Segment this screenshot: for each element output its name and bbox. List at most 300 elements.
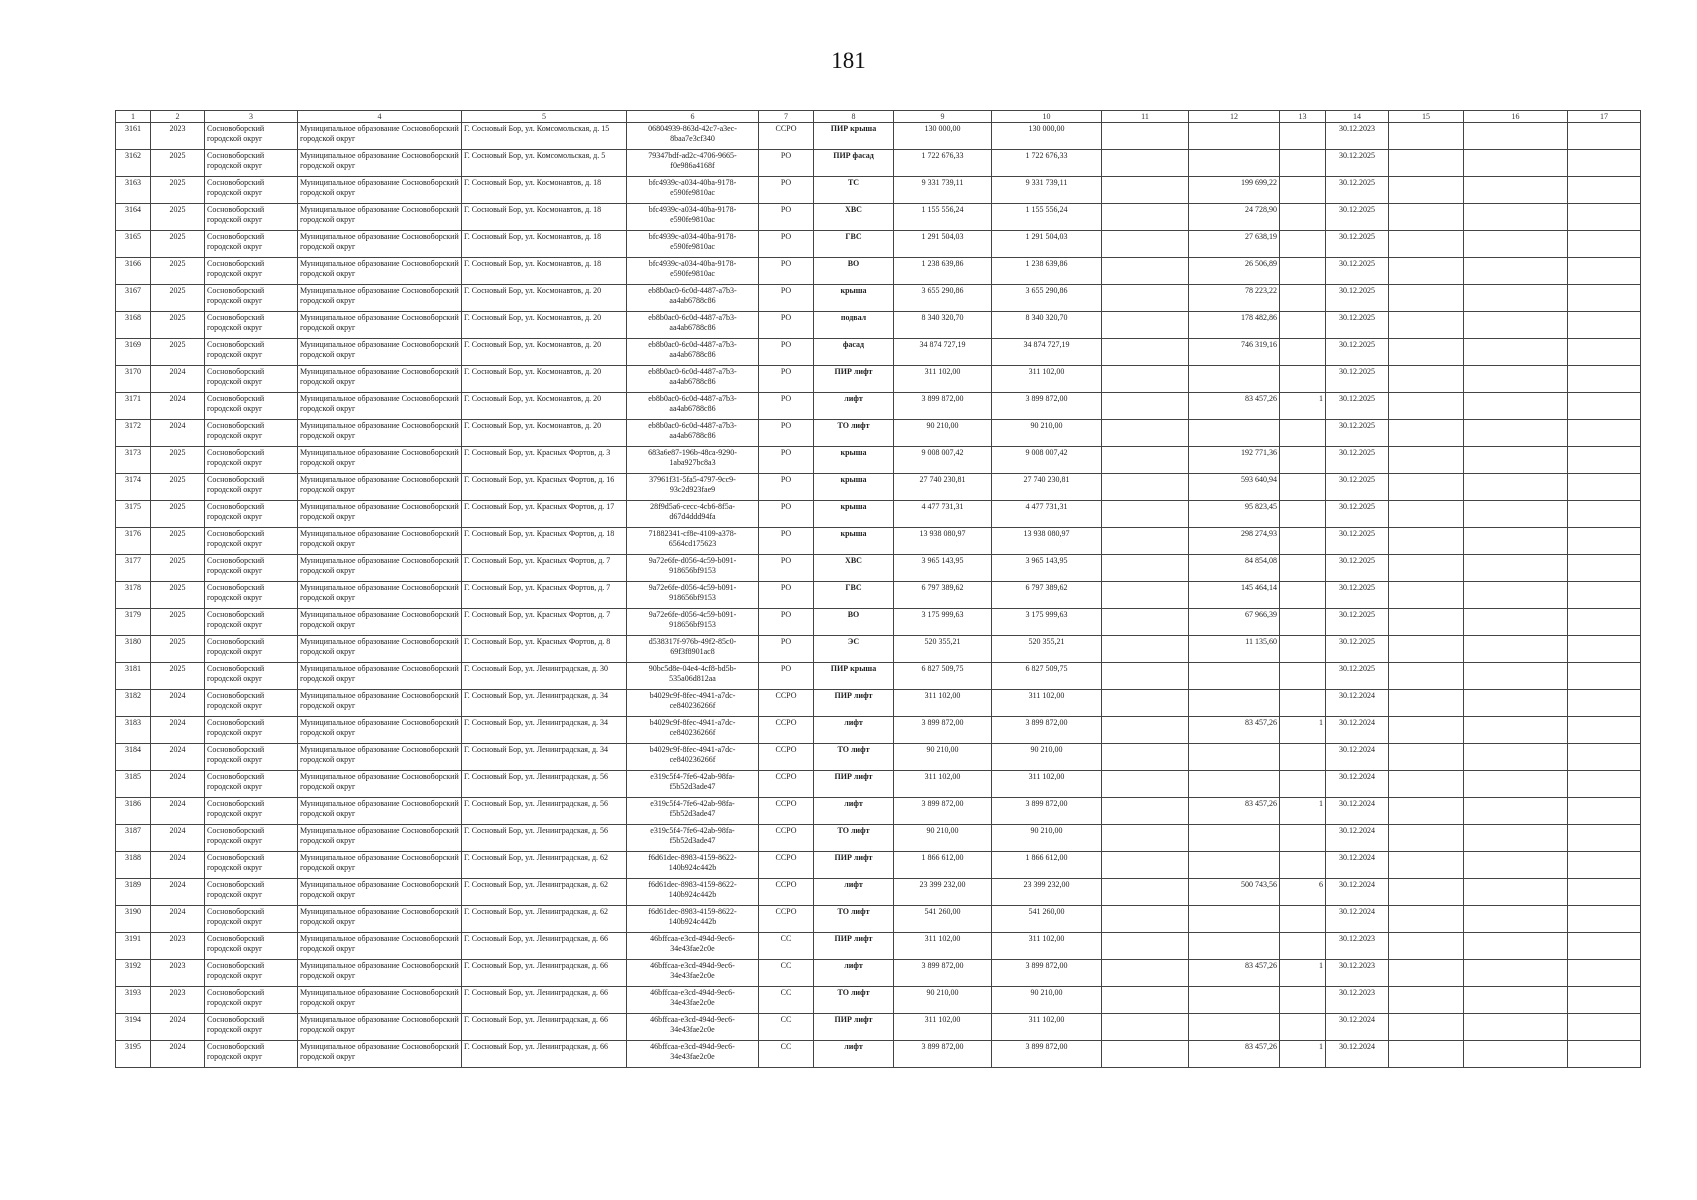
cell-col-13 xyxy=(1280,177,1326,204)
cell-municipal-district: Сосновоборский городской округ xyxy=(205,447,298,474)
cell-work-type: ВО xyxy=(814,609,894,636)
cell-house-guid: b4029c9f-8fec-4941-a7dc-ce840236266f xyxy=(627,717,759,744)
cell-col-17 xyxy=(1568,825,1641,852)
cell-col-16 xyxy=(1464,582,1568,609)
cell-cost-amount: 311 102,00 xyxy=(992,933,1102,960)
cell-contribution: 84 854,08 xyxy=(1189,555,1280,582)
cell-total-cost: 90 210,00 xyxy=(894,825,992,852)
cell-house-guid: 46bffcaa-e3cd-494d-9ec6-34e43fae2c0e xyxy=(627,1014,759,1041)
cell-col-17 xyxy=(1568,879,1641,906)
cell-municipal-district: Сосновоборский городской округ xyxy=(205,825,298,852)
cell-address: Г. Сосновый Бор, ул. Ленинградская, д. 62 xyxy=(462,879,627,906)
cell-col-16 xyxy=(1464,366,1568,393)
table-body xyxy=(116,123,1641,1068)
cell-cost-amount: 3 965 143,95 xyxy=(992,555,1102,582)
cell-col-11 xyxy=(1102,609,1189,636)
cell-col-15 xyxy=(1389,555,1464,582)
cell-col-13 xyxy=(1280,636,1326,663)
column-header: 6 xyxy=(627,111,759,123)
cell-col-16 xyxy=(1464,1014,1568,1041)
cell-program-type: ССРО xyxy=(759,906,814,933)
column-header: 17 xyxy=(1568,111,1641,123)
cell-contribution: 746 319,16 xyxy=(1189,339,1280,366)
cell-address: Г. Сосновый Бор, ул. Красных Фортов, д. 18 xyxy=(462,528,627,555)
cell-work-type: ТО лифт xyxy=(814,987,894,1014)
cell-contribution: 500 743,56 xyxy=(1189,879,1280,906)
cell-col-15 xyxy=(1389,528,1464,555)
cell-municipal-entity: Муниципальное образование Сосновоборский городской округ xyxy=(298,798,462,825)
cell-col-11 xyxy=(1102,123,1189,150)
cell-address: Г. Сосновый Бор, ул. Ленинградская, д. 66 xyxy=(462,960,627,987)
cell-year: 2023 xyxy=(151,933,205,960)
cell-municipal-district: Сосновоборский городской округ xyxy=(205,690,298,717)
cell-cost-amount: 1 291 504,03 xyxy=(992,231,1102,258)
cell-col-17 xyxy=(1568,582,1641,609)
cell-address: Г. Сосновый Бор, ул. Ленинградская, д. 62 xyxy=(462,906,627,933)
cell-cost-amount: 311 102,00 xyxy=(992,690,1102,717)
cell-total-cost: 3 899 872,00 xyxy=(894,1041,992,1068)
cell-house-guid: 79347bdf-ad2c-4706-9665-f0e986a4168f xyxy=(627,150,759,177)
cell-program-type: РО xyxy=(759,393,814,420)
cell-house-guid: 46bffcaa-e3cd-494d-9ec6-34e43fae2c0e xyxy=(627,987,759,1014)
cell-contribution xyxy=(1189,1014,1280,1041)
table-row xyxy=(116,123,1641,150)
cell-deadline: 30.12.2023 xyxy=(1326,123,1389,150)
cell-work-type: ПИР лифт xyxy=(814,852,894,879)
cell-deadline: 30.12.2025 xyxy=(1326,204,1389,231)
cell-contribution: 178 482,86 xyxy=(1189,312,1280,339)
cell-total-cost: 6 797 389,62 xyxy=(894,582,992,609)
cell-row-number: 3171 xyxy=(116,393,151,420)
cell-col-13 xyxy=(1280,447,1326,474)
cell-work-type: лифт xyxy=(814,1041,894,1068)
cell-col-16 xyxy=(1464,717,1568,744)
table-row xyxy=(116,285,1641,312)
cell-total-cost: 8 340 320,70 xyxy=(894,312,992,339)
cell-municipal-entity: Муниципальное образование Сосновоборский городской округ xyxy=(298,420,462,447)
cell-house-guid: 28f9d5a6-cecc-4cb6-8f5a-d67d4ddd94fa xyxy=(627,501,759,528)
table-row xyxy=(116,231,1641,258)
cell-municipal-entity: Муниципальное образование Сосновоборский городской округ xyxy=(298,663,462,690)
cell-total-cost: 1 238 639,86 xyxy=(894,258,992,285)
cell-col-15 xyxy=(1389,285,1464,312)
cell-year: 2023 xyxy=(151,123,205,150)
cell-col-15 xyxy=(1389,879,1464,906)
cell-address: Г. Сосновый Бор, ул. Космонавтов, д. 20 xyxy=(462,420,627,447)
cell-program-type: РО xyxy=(759,366,814,393)
cell-col-17 xyxy=(1568,1014,1641,1041)
cell-deadline: 30.12.2025 xyxy=(1326,285,1389,312)
cell-municipal-district: Сосновоборский городской округ xyxy=(205,771,298,798)
cell-year: 2025 xyxy=(151,150,205,177)
cell-col-16 xyxy=(1464,339,1568,366)
cell-work-type: лифт xyxy=(814,798,894,825)
cell-col-13 xyxy=(1280,285,1326,312)
cell-contribution: 26 506,89 xyxy=(1189,258,1280,285)
cell-program-type: РО xyxy=(759,312,814,339)
cell-program-type: ССРО xyxy=(759,744,814,771)
cell-year: 2023 xyxy=(151,960,205,987)
cell-contribution xyxy=(1189,933,1280,960)
cell-col-15 xyxy=(1389,906,1464,933)
column-header: 3 xyxy=(205,111,298,123)
cell-col-17 xyxy=(1568,906,1641,933)
cell-year: 2024 xyxy=(151,906,205,933)
cell-program-type: РО xyxy=(759,555,814,582)
page-number: 181 xyxy=(831,48,866,73)
cell-col-16 xyxy=(1464,528,1568,555)
cell-cost-amount: 27 740 230,81 xyxy=(992,474,1102,501)
cell-col-15 xyxy=(1389,717,1464,744)
cell-address: Г. Сосновый Бор, ул. Красных Фортов, д. 7 xyxy=(462,582,627,609)
cell-col-16 xyxy=(1464,501,1568,528)
cell-col-15 xyxy=(1389,636,1464,663)
cell-deadline: 30.12.2025 xyxy=(1326,258,1389,285)
cell-row-number: 3179 xyxy=(116,609,151,636)
cell-col-13 xyxy=(1280,150,1326,177)
cell-col-17 xyxy=(1568,339,1641,366)
cell-address: Г. Сосновый Бор, ул. Космонавтов, д. 20 xyxy=(462,339,627,366)
cell-program-type: ССРО xyxy=(759,879,814,906)
cell-col-11 xyxy=(1102,555,1189,582)
cell-house-guid: 9a72e6fe-d056-4c59-b091-918656bf9153 xyxy=(627,609,759,636)
cell-municipal-district: Сосновоборский городской округ xyxy=(205,582,298,609)
table-row xyxy=(116,501,1641,528)
cell-total-cost: 3 899 872,00 xyxy=(894,393,992,420)
cell-col-13 xyxy=(1280,825,1326,852)
cell-deadline: 30.12.2025 xyxy=(1326,312,1389,339)
cell-total-cost: 6 827 509,75 xyxy=(894,663,992,690)
cell-contribution: 11 135,60 xyxy=(1189,636,1280,663)
cell-deadline: 30.12.2025 xyxy=(1326,636,1389,663)
cell-municipal-entity: Муниципальное образование Сосновоборский городской округ xyxy=(298,717,462,744)
cell-col-13 xyxy=(1280,1014,1326,1041)
cell-col-11 xyxy=(1102,366,1189,393)
cell-col-11 xyxy=(1102,744,1189,771)
cell-address: Г. Сосновый Бор, ул. Космонавтов, д. 18 xyxy=(462,258,627,285)
cell-cost-amount: 6 797 389,62 xyxy=(992,582,1102,609)
cell-col-13 xyxy=(1280,690,1326,717)
cell-col-17 xyxy=(1568,933,1641,960)
cell-col-17 xyxy=(1568,555,1641,582)
cell-col-13 xyxy=(1280,501,1326,528)
cell-year: 2023 xyxy=(151,987,205,1014)
cell-deadline: 30.12.2025 xyxy=(1326,231,1389,258)
cell-house-guid: f6d61dec-8983-4159-8622-140b924c442b xyxy=(627,879,759,906)
cell-address: Г. Сосновый Бор, ул. Ленинградская, д. 56 xyxy=(462,798,627,825)
table-row xyxy=(116,987,1641,1014)
cell-program-type: ССРО xyxy=(759,771,814,798)
cell-address: Г. Сосновый Бор, ул. Космонавтов, д. 20 xyxy=(462,312,627,339)
column-header: 14 xyxy=(1326,111,1389,123)
cell-address: Г. Сосновый Бор, ул. Красных Фортов, д. 3 xyxy=(462,447,627,474)
cell-work-type: фасад xyxy=(814,339,894,366)
cell-deadline: 30.12.2024 xyxy=(1326,906,1389,933)
cell-municipal-district: Сосновоборский городской округ xyxy=(205,1014,298,1041)
cell-row-number: 3194 xyxy=(116,1014,151,1041)
cell-work-type: ПИР лифт xyxy=(814,690,894,717)
cell-address: Г. Сосновый Бор, ул. Красных Фортов, д. 7 xyxy=(462,609,627,636)
cell-year: 2024 xyxy=(151,825,205,852)
table-row xyxy=(116,258,1641,285)
cell-deadline: 30.12.2024 xyxy=(1326,1014,1389,1041)
cell-address: Г. Сосновый Бор, ул. Ленинградская, д. 66 xyxy=(462,1041,627,1068)
cell-total-cost: 90 210,00 xyxy=(894,420,992,447)
cell-row-number: 3180 xyxy=(116,636,151,663)
cell-col-17 xyxy=(1568,960,1641,987)
column-header: 1 xyxy=(116,111,151,123)
cell-municipal-district: Сосновоборский городской округ xyxy=(205,717,298,744)
cell-house-guid: 9a72e6fe-d056-4c59-b091-918656bf9153 xyxy=(627,582,759,609)
cell-col-13 xyxy=(1280,258,1326,285)
cell-col-16 xyxy=(1464,177,1568,204)
cell-contribution xyxy=(1189,987,1280,1014)
cell-col-15 xyxy=(1389,1041,1464,1068)
cell-municipal-district: Сосновоборский городской округ xyxy=(205,339,298,366)
table-row xyxy=(116,393,1641,420)
table-row xyxy=(116,420,1641,447)
cell-work-type: лифт xyxy=(814,717,894,744)
cell-contribution: 67 966,39 xyxy=(1189,609,1280,636)
cell-deadline: 30.12.2024 xyxy=(1326,825,1389,852)
cell-row-number: 3187 xyxy=(116,825,151,852)
cell-year: 2024 xyxy=(151,879,205,906)
cell-contribution xyxy=(1189,123,1280,150)
cell-municipal-district: Сосновоборский городской округ xyxy=(205,987,298,1014)
cell-contribution: 83 457,26 xyxy=(1189,393,1280,420)
cell-contribution: 298 274,93 xyxy=(1189,528,1280,555)
cell-municipal-entity: Муниципальное образование Сосновоборский городской округ xyxy=(298,852,462,879)
cell-municipal-entity: Муниципальное образование Сосновоборский городской округ xyxy=(298,528,462,555)
cell-cost-amount: 23 399 232,00 xyxy=(992,879,1102,906)
cell-contribution xyxy=(1189,825,1280,852)
cell-year: 2024 xyxy=(151,744,205,771)
cell-house-guid: 9a72e6fe-d056-4c59-b091-918656bf9153 xyxy=(627,555,759,582)
cell-col-17 xyxy=(1568,285,1641,312)
cell-municipal-entity: Муниципальное образование Сосновоборский городской округ xyxy=(298,312,462,339)
cell-col-11 xyxy=(1102,879,1189,906)
cell-col-13 xyxy=(1280,906,1326,933)
cell-address: Г. Сосновый Бор, ул. Красных Фортов, д. 8 xyxy=(462,636,627,663)
cell-municipal-district: Сосновоборский городской округ xyxy=(205,609,298,636)
cell-col-15 xyxy=(1389,366,1464,393)
cell-contribution: 83 457,26 xyxy=(1189,717,1280,744)
cell-program-type: ССРО xyxy=(759,852,814,879)
cell-municipal-entity: Муниципальное образование Сосновоборский городской округ xyxy=(298,150,462,177)
cell-deadline: 30.12.2023 xyxy=(1326,960,1389,987)
cell-year: 2025 xyxy=(151,528,205,555)
cell-house-guid: bfc4939c-a034-40ba-9178-e590fe9810ac xyxy=(627,231,759,258)
cell-municipal-entity: Муниципальное образование Сосновоборский городской округ xyxy=(298,285,462,312)
cell-total-cost: 311 102,00 xyxy=(894,771,992,798)
cell-program-type: РО xyxy=(759,177,814,204)
cell-col-15 xyxy=(1389,231,1464,258)
cell-total-cost: 27 740 230,81 xyxy=(894,474,992,501)
table-row xyxy=(116,906,1641,933)
cell-col-15 xyxy=(1389,123,1464,150)
cell-deadline: 30.12.2023 xyxy=(1326,987,1389,1014)
cell-col-17 xyxy=(1568,393,1641,420)
cell-total-cost: 9 008 007,42 xyxy=(894,447,992,474)
cell-address: Г. Сосновый Бор, ул. Красных Фортов, д. 7 xyxy=(462,555,627,582)
cell-work-type: ТО лифт xyxy=(814,744,894,771)
cell-cost-amount: 3 175 999,63 xyxy=(992,609,1102,636)
cell-work-type: крыша xyxy=(814,447,894,474)
cell-work-type: ПИР лифт xyxy=(814,933,894,960)
cell-col-16 xyxy=(1464,123,1568,150)
cell-col-11 xyxy=(1102,933,1189,960)
cell-year: 2025 xyxy=(151,204,205,231)
cell-col-16 xyxy=(1464,879,1568,906)
cell-municipal-entity: Муниципальное образование Сосновоборский городской округ xyxy=(298,609,462,636)
cell-col-15 xyxy=(1389,258,1464,285)
cell-year: 2024 xyxy=(151,852,205,879)
cell-col-17 xyxy=(1568,447,1641,474)
cell-col-17 xyxy=(1568,609,1641,636)
cell-row-number: 3170 xyxy=(116,366,151,393)
cell-work-type: ГВС xyxy=(814,582,894,609)
cell-program-type: РО xyxy=(759,231,814,258)
cell-total-cost: 3 965 143,95 xyxy=(894,555,992,582)
cell-cost-amount: 520 355,21 xyxy=(992,636,1102,663)
cell-col-16 xyxy=(1464,312,1568,339)
cell-cost-amount: 9 008 007,42 xyxy=(992,447,1102,474)
cell-address: Г. Сосновый Бор, ул. Ленинградская, д. 34 xyxy=(462,717,627,744)
cell-col-16 xyxy=(1464,852,1568,879)
cell-col-11 xyxy=(1102,906,1189,933)
cell-program-type: РО xyxy=(759,447,814,474)
table-row xyxy=(116,852,1641,879)
cell-year: 2024 xyxy=(151,798,205,825)
cell-col-13: 1 xyxy=(1280,1041,1326,1068)
cell-municipal-entity: Муниципальное образование Сосновоборский городской округ xyxy=(298,987,462,1014)
cell-col-17 xyxy=(1568,636,1641,663)
cell-program-type: РО xyxy=(759,150,814,177)
cell-col-11 xyxy=(1102,447,1189,474)
cell-col-15 xyxy=(1389,690,1464,717)
cell-work-type: лифт xyxy=(814,879,894,906)
cell-contribution: 192 771,36 xyxy=(1189,447,1280,474)
cell-col-13: 1 xyxy=(1280,393,1326,420)
cell-row-number: 3195 xyxy=(116,1041,151,1068)
cell-deadline: 30.12.2025 xyxy=(1326,555,1389,582)
cell-col-13 xyxy=(1280,474,1326,501)
cell-col-11 xyxy=(1102,1041,1189,1068)
cell-col-16 xyxy=(1464,150,1568,177)
cell-year: 2024 xyxy=(151,771,205,798)
cell-work-type: ПИР фасад xyxy=(814,150,894,177)
cell-work-type: лифт xyxy=(814,393,894,420)
cell-address: Г. Сосновый Бор, ул. Ленинградская, д. 66 xyxy=(462,933,627,960)
cell-municipal-entity: Муниципальное образование Сосновоборский городской округ xyxy=(298,582,462,609)
cell-deadline: 30.12.2025 xyxy=(1326,501,1389,528)
cell-municipal-district: Сосновоборский городской округ xyxy=(205,879,298,906)
cell-year: 2025 xyxy=(151,582,205,609)
table-row xyxy=(116,663,1641,690)
cell-deadline: 30.12.2025 xyxy=(1326,609,1389,636)
cell-address: Г. Сосновый Бор, ул. Космонавтов, д. 18 xyxy=(462,177,627,204)
cell-address: Г. Сосновый Бор, ул. Красных Фортов, д. 17 xyxy=(462,501,627,528)
cell-deadline: 30.12.2025 xyxy=(1326,663,1389,690)
cell-row-number: 3174 xyxy=(116,474,151,501)
cell-house-guid: 46bffcaa-e3cd-494d-9ec6-34e43fae2c0e xyxy=(627,1041,759,1068)
column-header: 2 xyxy=(151,111,205,123)
cell-deadline: 30.12.2025 xyxy=(1326,339,1389,366)
column-header: 12 xyxy=(1189,111,1280,123)
cell-row-number: 3177 xyxy=(116,555,151,582)
cell-address: Г. Сосновый Бор, ул. Ленинградская, д. 56 xyxy=(462,771,627,798)
cell-cost-amount: 311 102,00 xyxy=(992,366,1102,393)
cell-contribution xyxy=(1189,663,1280,690)
cell-col-15 xyxy=(1389,393,1464,420)
cell-col-13 xyxy=(1280,987,1326,1014)
cell-year: 2024 xyxy=(151,366,205,393)
cell-row-number: 3182 xyxy=(116,690,151,717)
cell-total-cost: 23 399 232,00 xyxy=(894,879,992,906)
cell-work-type: ТО лифт xyxy=(814,906,894,933)
cell-col-11 xyxy=(1102,420,1189,447)
cell-col-11 xyxy=(1102,231,1189,258)
cell-row-number: 3181 xyxy=(116,663,151,690)
cell-address: Г. Сосновый Бор, ул. Комсомольская, д. 5 xyxy=(462,150,627,177)
cell-col-11 xyxy=(1102,285,1189,312)
cell-col-17 xyxy=(1568,177,1641,204)
cell-row-number: 3193 xyxy=(116,987,151,1014)
cell-municipal-district: Сосновоборский городской округ xyxy=(205,798,298,825)
cell-deadline: 30.12.2025 xyxy=(1326,447,1389,474)
cell-house-guid: f6d61dec-8983-4159-8622-140b924c442b xyxy=(627,906,759,933)
cell-municipal-district: Сосновоборский городской округ xyxy=(205,150,298,177)
cell-row-number: 3185 xyxy=(116,771,151,798)
cell-col-15 xyxy=(1389,771,1464,798)
cell-col-11 xyxy=(1102,312,1189,339)
cell-cost-amount: 311 102,00 xyxy=(992,771,1102,798)
cell-col-15 xyxy=(1389,447,1464,474)
cell-year: 2024 xyxy=(151,420,205,447)
cell-year: 2025 xyxy=(151,474,205,501)
cell-municipal-entity: Муниципальное образование Сосновоборский городской округ xyxy=(298,1014,462,1041)
cell-col-11 xyxy=(1102,582,1189,609)
cell-row-number: 3166 xyxy=(116,258,151,285)
cell-work-type: ХВС xyxy=(814,204,894,231)
table-row xyxy=(116,177,1641,204)
cell-municipal-district: Сосновоборский городской округ xyxy=(205,366,298,393)
cell-col-16 xyxy=(1464,663,1568,690)
cell-house-guid: bfc4939c-a034-40ba-9178-e590fe9810ac xyxy=(627,177,759,204)
cell-cost-amount: 541 260,00 xyxy=(992,906,1102,933)
cell-col-15 xyxy=(1389,798,1464,825)
cell-col-13 xyxy=(1280,123,1326,150)
cell-cost-amount: 13 938 080,97 xyxy=(992,528,1102,555)
cell-municipal-entity: Муниципальное образование Сосновоборский городской округ xyxy=(298,690,462,717)
cell-address: Г. Сосновый Бор, ул. Ленинградская, д. 34 xyxy=(462,744,627,771)
cell-municipal-district: Сосновоборский городской округ xyxy=(205,258,298,285)
cell-col-16 xyxy=(1464,285,1568,312)
cell-deadline: 30.12.2024 xyxy=(1326,717,1389,744)
table-row xyxy=(116,312,1641,339)
cell-row-number: 3186 xyxy=(116,798,151,825)
cell-total-cost: 3 175 999,63 xyxy=(894,609,992,636)
table-row xyxy=(116,744,1641,771)
cell-total-cost: 3 655 290,86 xyxy=(894,285,992,312)
cell-cost-amount: 3 655 290,86 xyxy=(992,285,1102,312)
cell-program-type: РО xyxy=(759,501,814,528)
cell-total-cost: 311 102,00 xyxy=(894,933,992,960)
table-row xyxy=(116,933,1641,960)
cell-house-guid: eb8b0ac0-6c0d-4487-a7b3-aa4ab6788c86 xyxy=(627,366,759,393)
cell-col-15 xyxy=(1389,474,1464,501)
cell-work-type: ВО xyxy=(814,258,894,285)
